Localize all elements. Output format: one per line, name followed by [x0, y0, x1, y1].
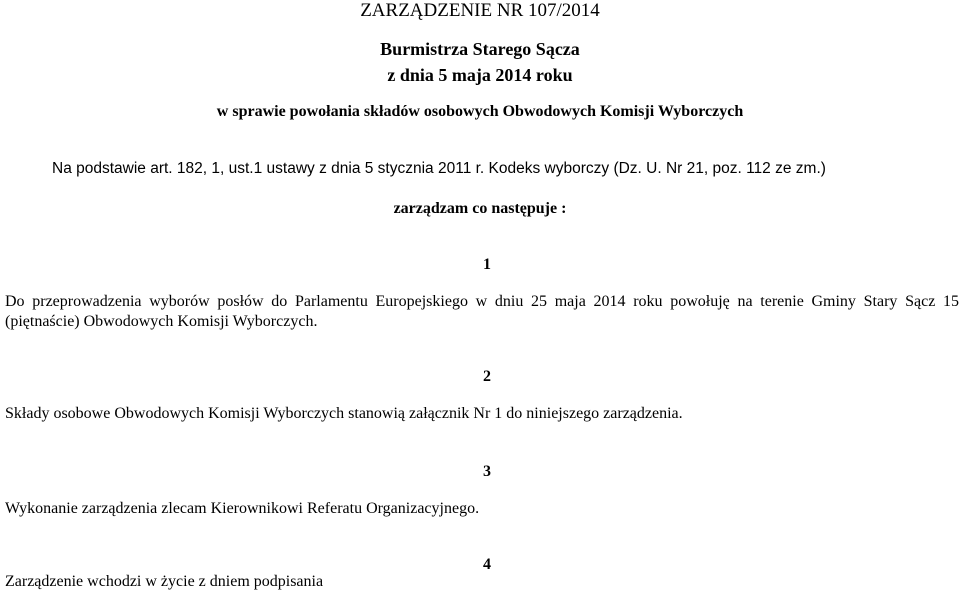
- legal-basis: Na podstawie art. 182, 1, ust.1 ustawy z dnia 5 stycznia 2011 r. Kodeks wyborczy (Dz. U. Nr 21, poz. 112 ze zm.): [52, 160, 826, 177]
- paragraph-1-heading: [465, 257, 491, 273]
- document-issuer: Burmistrza Starego Sącza: [380, 39, 580, 59]
- enactment-clause: zarządzam co następuje :: [393, 200, 567, 217]
- paragraph-2-text: Składy osobowe Obwodowych Komisji Wyborczych stanowią załącznik Nr 1 do niniejszego zarządzenia.: [5, 405, 683, 422]
- paragraph-number: 4: [483, 556, 491, 573]
- paragraph-number: 1: [483, 256, 491, 273]
- paragraph-2-heading: [465, 369, 491, 385]
- document-title: ZARZĄDZENIE NR 107/2014: [360, 0, 600, 21]
- paragraph-number: 2: [483, 368, 491, 385]
- paragraph-1-text: Do przeprowadzenia wyborów posłów do Parlamentu Europejskiego w dniu 25 maja 2014 roku powołuję na terenie Gminy Stary Sącz 15 (piętnaście) Obwodowych Komisji Wyborczych.: [5, 293, 959, 330]
- paragraph-3-heading: [465, 464, 491, 480]
- document-subject: w sprawie powołania składów osobowych Obwodowych Komisji Wyborczych: [216, 103, 744, 120]
- paragraph-3-text: Wykonanie zarządzenia zlecam Kierownikowi Referatu Organizacyjnego.: [5, 500, 480, 517]
- paragraph-4-text: Zarządzenie wchodzi w życie z dniem podpisania: [5, 573, 324, 590]
- paragraph-4-heading: [465, 557, 491, 573]
- document-date: z dnia 5 maja 2014 roku: [387, 65, 573, 85]
- paragraph-number: 3: [483, 463, 491, 480]
